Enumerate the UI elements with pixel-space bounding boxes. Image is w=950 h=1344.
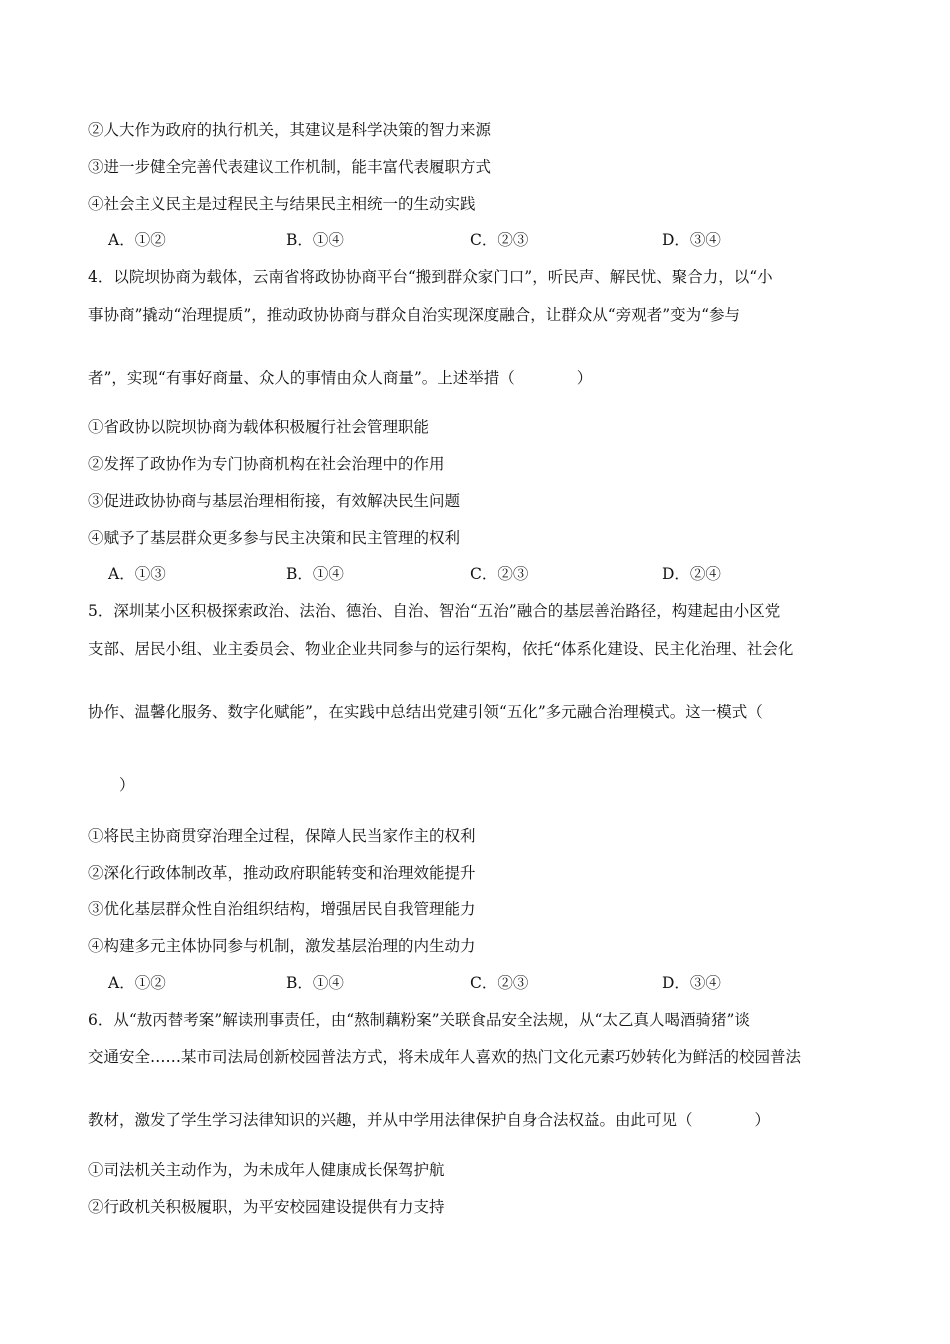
q5-options — [108, 973, 888, 993]
q4-stem-line-3: 者”，实现“有事好商量、众人的事情由众人商量”。上述举措（ ） — [88, 369, 593, 387]
q5-choice-4: ④构建多元主体协同参与机制，激发基层治理的内生动力 — [88, 937, 476, 955]
q4-stem-line-1: 4．以院坝协商为载体，云南省将政协协商平台“搬到群众家门口”，听民声、解民忧、聚合力，以“小 — [88, 268, 773, 286]
q5-stem-line-3: 协作、温馨化服务、数字化赋能”，在实践中总结出党建引领“五化”多元融合治理模式。这一模式（ — [88, 703, 763, 721]
q6-choice-2: ②行政机关积极履职，为平安校园建设提供有力支持 — [88, 1198, 445, 1216]
q5-choice-1: ①将民主协商贯穿治理全过程，保障人民当家作主的权利 — [88, 827, 476, 845]
q5-option-d[interactable]: D．③④ — [662, 974, 721, 992]
q4-option-b[interactable]: B．①④ — [286, 565, 344, 583]
q4-options — [108, 564, 888, 584]
q5-stem-line-4: ） — [88, 776, 135, 794]
q3-options — [108, 230, 888, 250]
q5-stem-line-1: 5．深圳某小区积极探索政治、法治、德治、自治、智治“五治”融合的基层善治路径，构建起由小区党 — [88, 602, 781, 620]
q3-choice-4: ④社会主义民主是过程民主与结果民主相统一的生动实践 — [88, 195, 476, 213]
q4-stem-line-2: 事协商”撬动“治理提质”，推动政协协商与群众自治实现深度融合，让群众从“旁观者”变为“参与 — [88, 306, 741, 324]
q4-choice-2: ②发挥了政协作为专门协商机构在社会治理中的作用 — [88, 455, 445, 473]
q4-choice-3: ③促进政协协商与基层治理相衔接，有效解决民生问题 — [88, 492, 461, 510]
q3-choice-3: ③进一步健全完善代表建议工作机制，能丰富代表履职方式 — [88, 158, 492, 176]
q4-option-a[interactable]: A．①③ — [108, 565, 166, 583]
q4-choice-1: ①省政协以院坝协商为载体积极履行社会管理职能 — [88, 418, 430, 436]
q3-choice-2: ②人大作为政府的执行机关，其建议是科学决策的智力来源 — [88, 121, 492, 139]
q5-option-b[interactable]: B．①④ — [286, 974, 344, 992]
q4-option-c[interactable]: C．②③ — [470, 565, 529, 583]
q5-choice-3: ③优化基层群众性自治组织结构，增强居民自我管理能力 — [88, 900, 476, 918]
q5-option-a[interactable]: A．①② — [108, 974, 166, 992]
q5-choice-2: ②深化行政体制改革，推动政府职能转变和治理效能提升 — [88, 864, 476, 882]
q4-choice-4: ④赋予了基层群众更多参与民主决策和民主管理的权利 — [88, 529, 461, 547]
q6-stem-line-1: 6．从“敖丙替考案”解读刑事责任，由“熬制藕粉案”关联食品安全法规，从“太乙真人喝酒骑猪”谈 — [88, 1011, 750, 1029]
q3-option-a[interactable]: A．①② — [108, 231, 166, 249]
q3-option-c[interactable]: C．②③ — [470, 231, 529, 249]
q5-stem-line-2: 支部、居民小组、业主委员会、物业企业共同参与的运行架构，依托“体系化建设、民主化治理、社会化 — [88, 640, 794, 658]
q4-option-d[interactable]: D．②④ — [662, 565, 721, 583]
q3-option-b[interactable]: B．①④ — [286, 231, 344, 249]
q5-option-c[interactable]: C．②③ — [470, 974, 529, 992]
q3-option-d[interactable]: D．③④ — [662, 231, 721, 249]
q6-stem-line-2: 交通安全……某市司法局创新校园普法方式，将未成年人喜欢的热门文化元素巧妙转化为鲜活的校园普法 — [88, 1048, 802, 1066]
q6-choice-1: ①司法机关主动作为，为未成年人健康成长保驾护航 — [88, 1161, 445, 1179]
q6-stem-line-3: 教材，激发了学生学习法律知识的兴趣，并从中学用法律保护自身合法权益。由此可见（ ） — [88, 1111, 771, 1129]
